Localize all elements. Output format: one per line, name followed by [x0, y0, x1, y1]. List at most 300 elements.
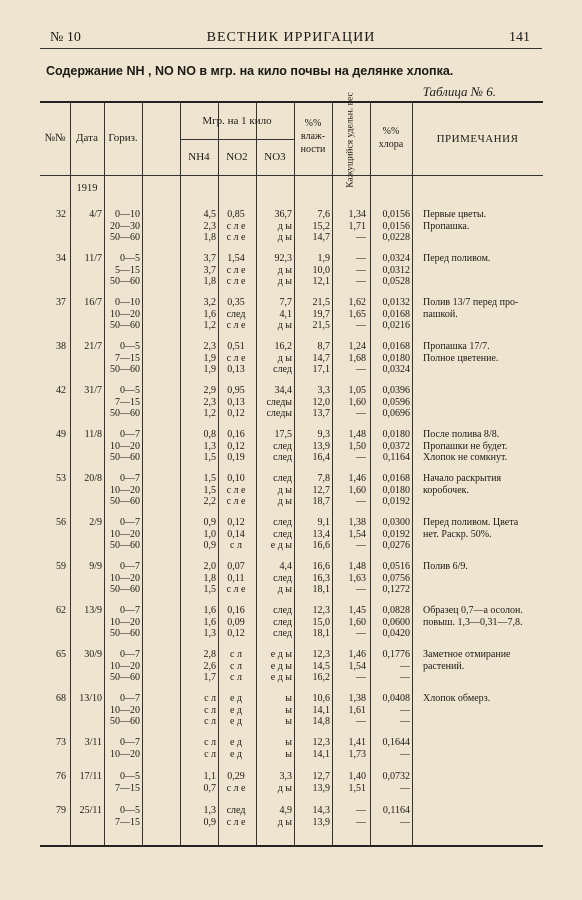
row-number: 62 — [56, 605, 66, 616]
cell-horizon: 0—5 — [120, 771, 140, 782]
cell-horizon: 7—15 — [115, 816, 140, 828]
cell-density: 1,46 — [348, 649, 366, 660]
cell-no2: е д — [229, 693, 243, 704]
row-date: 13/9 — [84, 605, 102, 616]
row-date: 16/7 — [84, 297, 102, 308]
row-date: 11/8 — [84, 429, 102, 440]
cell-no3: 4,1 — [279, 308, 292, 320]
cell-nh4: 1,8 — [203, 572, 216, 584]
cell-horizon: 50—60 — [110, 364, 140, 376]
cell-no3: ы — [285, 704, 292, 716]
cell-moisture: 8,7 — [317, 341, 330, 352]
cell-no3: 16,2 — [274, 341, 292, 352]
cell-horizon: 0—7 — [120, 649, 140, 660]
cell-chlorine: 0,0192 — [382, 496, 410, 508]
cell-no3: ы — [285, 748, 292, 760]
row-date: 31/7 — [84, 385, 102, 396]
row-note: коробочек. — [423, 484, 470, 496]
cell-no3: след — [273, 517, 292, 528]
table-label: Таблица № 6. — [422, 84, 496, 99]
cell-no3: след — [273, 473, 292, 484]
row-date: 2/9 — [89, 517, 102, 528]
cell-nh4: с л — [204, 693, 216, 704]
cell-nh4: 2,9 — [203, 385, 216, 396]
cell-nh4: 2,6 — [203, 660, 216, 672]
cell-no2: е д — [229, 716, 243, 728]
cell-no3: д ы — [277, 220, 292, 232]
rule — [180, 139, 294, 140]
cell-nh4: с л — [204, 748, 216, 760]
row-note: Перед поливом. Цвета — [423, 517, 519, 528]
row-date: 20/8 — [84, 473, 102, 484]
cell-moisture: 13,9 — [312, 440, 330, 452]
cell-nh4: с л — [204, 737, 216, 748]
col-chlorine-header: %% хлора — [378, 126, 404, 150]
cell-horizon: 0—10 — [115, 209, 140, 220]
cell-nh4: с л — [204, 716, 216, 728]
cell-nh4: 4,5 — [203, 209, 216, 220]
cell-no3: е д ы — [270, 660, 292, 672]
cell-moisture: 18,1 — [312, 584, 330, 596]
cell-moisture: 9,3 — [317, 429, 330, 440]
row-note: Пропашка 17/7. — [423, 341, 490, 352]
cell-no2: 0,07 — [227, 561, 245, 572]
cell-density: 1,50 — [348, 440, 366, 452]
cell-no2: 0,14 — [227, 528, 245, 540]
cell-no2: е д — [229, 704, 243, 716]
cell-chlorine: 0,0276 — [382, 540, 410, 552]
col-nh4-header: NH4 — [188, 151, 210, 163]
cell-no3: д ы — [277, 484, 292, 496]
rule — [104, 103, 105, 845]
cell-no3: след — [273, 528, 292, 540]
col-num-header: №№ — [44, 132, 66, 144]
row-note: Пропашки не будет. — [423, 440, 508, 452]
cell-moisture: 7,6 — [317, 209, 330, 220]
row-number: 73 — [56, 737, 66, 748]
row-date: 30/9 — [84, 649, 102, 660]
cell-chlorine: 0,0828 — [382, 605, 410, 616]
cell-chlorine: 0,0300 — [382, 517, 410, 528]
cell-chlorine: — — [400, 782, 410, 794]
cell-no2: 0,95 — [227, 385, 245, 396]
cell-moisture: 21,5 — [312, 297, 330, 308]
cell-horizon: 20—30 — [110, 220, 140, 232]
cell-no3: 92,3 — [274, 253, 292, 264]
cell-no2: 0,12 — [227, 440, 245, 452]
row-date: 4/7 — [89, 209, 102, 220]
cell-nh4: 1,6 — [203, 616, 216, 628]
cell-density: — — [356, 584, 366, 596]
row-date: 11/7 — [84, 253, 102, 264]
cell-no2: 0,09 — [227, 616, 245, 628]
cell-moisture: 13,9 — [312, 782, 330, 794]
cell-density: — — [356, 408, 366, 420]
cell-no2: 0,35 — [227, 297, 245, 308]
row-note: Пропашка. — [423, 220, 470, 232]
cell-horizon: 50—60 — [110, 408, 140, 420]
cell-moisture: 3,3 — [317, 385, 330, 396]
cell-moisture: 10,0 — [312, 264, 330, 276]
cell-horizon: 0—5 — [120, 341, 140, 352]
cell-moisture: 9,1 — [317, 517, 330, 528]
issue-number: № 10 — [50, 30, 81, 45]
row-number: 65 — [56, 649, 66, 660]
row-note: Хлопок обмерз. — [423, 693, 491, 704]
cell-moisture: 13,4 — [312, 528, 330, 540]
cell-no3: 36,7 — [274, 209, 292, 220]
cell-moisture: 12,7 — [312, 484, 330, 496]
cell-density: 1,54 — [348, 528, 366, 540]
cell-chlorine: 0,0516 — [382, 561, 410, 572]
row-number: 53 — [56, 473, 66, 484]
cell-horizon: 0—10 — [115, 297, 140, 308]
cell-horizon: 50—60 — [110, 452, 140, 464]
cell-no3: 34,4 — [274, 385, 292, 396]
row-note: Хлопок не сомкнут. — [423, 452, 508, 464]
cell-nh4: 0,8 — [203, 429, 216, 440]
cell-chlorine: 0,0180 — [382, 352, 410, 364]
cell-nh4: 1,8 — [203, 276, 216, 288]
cell-chlorine: 0,0228 — [382, 232, 410, 244]
cell-no2: с л — [230, 649, 242, 660]
cell-nh4: 1,9 — [203, 364, 216, 376]
row-number: 42 — [56, 385, 66, 396]
cell-nh4: 2,8 — [203, 649, 216, 660]
cell-nh4: 3,7 — [203, 264, 216, 276]
row-date: 21/7 — [84, 341, 102, 352]
cell-moisture: 12,3 — [312, 605, 330, 616]
cell-no2: с л е — [226, 352, 246, 364]
cell-no2: с л е — [226, 264, 246, 276]
cell-moisture: 16,2 — [312, 672, 330, 684]
cell-no2: с л е — [226, 816, 246, 828]
cell-horizon: 50—60 — [110, 716, 140, 728]
cell-no3: след — [273, 616, 292, 628]
cell-density: — — [356, 320, 366, 332]
cell-no2: 0,12 — [227, 628, 245, 640]
cell-density: 1,34 — [348, 209, 366, 220]
cell-horizon: 50—60 — [110, 628, 140, 640]
cell-density: 1,61 — [348, 704, 366, 716]
cell-density: — — [356, 232, 366, 244]
cell-nh4: 1,7 — [203, 672, 216, 684]
cell-horizon: 0—5 — [120, 805, 140, 816]
cell-density: 1,65 — [348, 308, 366, 320]
cell-nh4: 0,9 — [203, 816, 216, 828]
row-note: После полива 8/8. — [423, 429, 500, 440]
cell-horizon: 0—7 — [120, 605, 140, 616]
cell-moisture: 16,3 — [312, 572, 330, 584]
cell-density: — — [356, 805, 366, 816]
cell-no2: 0,10 — [227, 473, 245, 484]
cell-chlorine: 0,0168 — [382, 308, 410, 320]
cell-nh4: 1,8 — [203, 232, 216, 244]
cell-horizon: 0—7 — [120, 473, 140, 484]
cell-no3: ы — [285, 737, 292, 748]
cell-no3: 4,9 — [279, 805, 292, 816]
cell-nh4: 1,5 — [203, 473, 216, 484]
row-note: пашкой. — [423, 308, 458, 320]
cell-chlorine: 0,0156 — [382, 209, 410, 220]
cell-moisture: 12,3 — [312, 649, 330, 660]
row-number: 56 — [56, 517, 66, 528]
cell-moisture: 19,7 — [312, 308, 330, 320]
cell-nh4: 1,6 — [203, 308, 216, 320]
cell-moisture: 21,5 — [312, 320, 330, 332]
row-number: 59 — [56, 561, 66, 572]
cell-nh4: 1,9 — [203, 352, 216, 364]
cell-no2: 0,16 — [227, 605, 245, 616]
cell-density: 1,71 — [348, 220, 366, 232]
col-moisture-header: %% влаж- ности — [300, 118, 326, 155]
cell-chlorine: 0,0396 — [382, 385, 410, 396]
cell-horizon: 50—60 — [110, 496, 140, 508]
cell-no3: след — [273, 440, 292, 452]
cell-no3: 4,4 — [279, 561, 292, 572]
cell-chlorine: 0,0420 — [382, 628, 410, 640]
cell-density: 1,54 — [348, 660, 366, 672]
cell-no3: д ы — [277, 782, 292, 794]
cell-moisture: 1,9 — [317, 253, 330, 264]
cell-moisture: 15,2 — [312, 220, 330, 232]
cell-no3: следы — [266, 408, 292, 420]
cell-no2: с л — [230, 672, 242, 684]
row-note: повыш. 1,3—0,31—7,8. — [423, 616, 523, 628]
cell-chlorine: — — [400, 748, 410, 760]
cell-nh4: 3,2 — [203, 297, 216, 308]
cell-density: 1,48 — [348, 429, 366, 440]
row-date: 25/11 — [79, 805, 102, 816]
cell-nh4: 1,2 — [203, 320, 216, 332]
cell-horizon: 10—20 — [110, 308, 140, 320]
cell-no3: д ы — [277, 352, 292, 364]
cell-no2: 0,12 — [227, 517, 245, 528]
row-number: 34 — [56, 253, 66, 264]
cell-nh4: 1,2 — [203, 408, 216, 420]
cell-no2: с л е — [226, 232, 246, 244]
cell-density: — — [356, 628, 366, 640]
row-date: 3/11 — [84, 737, 102, 748]
cell-nh4: 1,3 — [203, 440, 216, 452]
cell-no2: 0,16 — [227, 429, 245, 440]
cell-density: 1,68 — [348, 352, 366, 364]
cell-density: 1,62 — [348, 297, 366, 308]
cell-density: 1,38 — [348, 693, 366, 704]
cell-chlorine: 0,0408 — [382, 693, 410, 704]
cell-chlorine: 0,0180 — [382, 429, 410, 440]
col-date-header: Дата — [76, 132, 98, 144]
cell-horizon: 7—15 — [115, 782, 140, 794]
cell-horizon: 10—20 — [110, 660, 140, 672]
cell-no2: 0,13 — [227, 396, 245, 408]
cell-no3: следы — [266, 396, 292, 408]
cell-no3: е д ы — [270, 540, 292, 552]
cell-no2: 0,11 — [227, 572, 245, 584]
cell-no3: 17,5 — [274, 429, 292, 440]
cell-horizon: 10—20 — [110, 748, 140, 760]
cell-no3: д ы — [277, 816, 292, 828]
data-table — [40, 92, 543, 847]
cell-density: 1,60 — [348, 396, 366, 408]
cell-no3: 7,7 — [279, 297, 292, 308]
cell-chlorine: 0,0180 — [382, 484, 410, 496]
cell-density: 1,63 — [348, 572, 366, 584]
row-note: Начало раскрытия — [423, 473, 502, 484]
cell-no3: д ы — [277, 276, 292, 288]
cell-no3: след — [273, 452, 292, 464]
cell-no3: д ы — [277, 584, 292, 596]
running-header — [40, 28, 542, 49]
row-note: Полив 13/7 перед про- — [423, 297, 519, 308]
cell-nh4: 1,6 — [203, 605, 216, 616]
cell-moisture: 16,4 — [312, 452, 330, 464]
cell-chlorine: 0,1644 — [382, 737, 410, 748]
cell-no2: с л е — [226, 484, 246, 496]
cell-horizon: 10—20 — [110, 440, 140, 452]
cell-moisture: 15,0 — [312, 616, 330, 628]
cell-density: 1,60 — [348, 484, 366, 496]
cell-density: 1,60 — [348, 616, 366, 628]
cell-nh4: 0,9 — [203, 540, 216, 552]
cell-horizon: 10—20 — [110, 616, 140, 628]
cell-nh4: 1,1 — [203, 771, 216, 782]
cell-chlorine: — — [400, 704, 410, 716]
cell-no2: 0,51 — [227, 341, 245, 352]
cell-moisture: 12,3 — [312, 737, 330, 748]
cell-no2: е д — [229, 737, 243, 748]
cell-density: — — [356, 253, 366, 264]
cell-density: 1,05 — [348, 385, 366, 396]
cell-horizon: 0—7 — [120, 693, 140, 704]
cell-density: 1,73 — [348, 748, 366, 760]
cell-chlorine: 0,0324 — [382, 253, 410, 264]
row-note: нет. Раскр. 50%. — [423, 528, 492, 540]
row-number: 68 — [56, 693, 66, 704]
rule — [412, 103, 413, 845]
cell-chlorine: — — [400, 672, 410, 684]
cell-nh4: 2,0 — [203, 561, 216, 572]
col-density-label: Кажущийся удельн. вес — [345, 92, 356, 188]
cell-chlorine: — — [400, 816, 410, 828]
cell-nh4: 2,3 — [203, 396, 216, 408]
cell-horizon: 0—7 — [120, 737, 140, 748]
cell-nh4: с л — [204, 704, 216, 716]
cell-moisture: 14,5 — [312, 660, 330, 672]
cell-chlorine: 0,0372 — [382, 440, 410, 452]
cell-no3: след — [273, 605, 292, 616]
cell-no2: с л — [230, 540, 242, 552]
row-number: 37 — [56, 297, 66, 308]
cell-horizon: 50—60 — [110, 584, 140, 596]
row-number: 76 — [56, 771, 66, 782]
cell-no3: д ы — [277, 496, 292, 508]
cell-horizon: 0—7 — [120, 561, 140, 572]
cell-no2: с л е — [226, 584, 246, 596]
cell-nh4: 1,5 — [203, 452, 216, 464]
cell-moisture: 7,8 — [317, 473, 330, 484]
cell-moisture: 14,7 — [312, 352, 330, 364]
cell-nh4: 1,3 — [203, 805, 216, 816]
row-note: Образец 0,7—а осолон. — [423, 605, 523, 616]
cell-no3: след — [273, 572, 292, 584]
cell-moisture: 14,8 — [312, 716, 330, 728]
year-label: 1919 — [76, 183, 98, 194]
cell-no2: е д — [229, 748, 243, 760]
cell-nh4: 1,3 — [203, 628, 216, 640]
cell-moisture: 14,7 — [312, 232, 330, 244]
cell-chlorine: 0,0156 — [382, 220, 410, 232]
cell-chlorine: 0,0528 — [382, 276, 410, 288]
col-mg-group-header: Мгр. на 1 кило — [202, 115, 272, 127]
cell-nh4: 2,3 — [203, 341, 216, 352]
cell-horizon: 10—20 — [110, 484, 140, 496]
cell-horizon: 50—60 — [110, 672, 140, 684]
cell-horizon: 10—20 — [110, 704, 140, 716]
cell-density: — — [356, 264, 366, 276]
cell-chlorine: 0,1272 — [382, 584, 410, 596]
cell-moisture: 16,6 — [312, 561, 330, 572]
cell-chlorine: — — [400, 660, 410, 672]
cell-nh4: 2,2 — [203, 496, 216, 508]
cell-moisture: 12,0 — [312, 396, 330, 408]
col-density-header — [339, 92, 363, 188]
journal-title: ВЕСТНИК ИРРИГАЦИИ — [206, 30, 376, 45]
cell-chlorine: 0,0216 — [382, 320, 410, 332]
cell-density: 1,41 — [348, 737, 366, 748]
cell-moisture: 13,9 — [312, 816, 330, 828]
cell-density: — — [356, 716, 366, 728]
cell-chlorine: 0,0192 — [382, 528, 410, 540]
cell-chlorine: 0,0696 — [382, 408, 410, 420]
col-no2-header: NO2 — [226, 151, 248, 163]
cell-density: — — [356, 816, 366, 828]
cell-no3: ы — [285, 716, 292, 728]
cell-density: — — [356, 496, 366, 508]
cell-density: 1,38 — [348, 517, 366, 528]
cell-density: — — [356, 672, 366, 684]
cell-horizon: 7—15 — [115, 396, 140, 408]
row-note: Полив 6/9. — [423, 561, 468, 572]
page-number: 141 — [509, 30, 530, 45]
cell-nh4: 2,3 — [203, 220, 216, 232]
row-note: Перед поливом. — [423, 253, 491, 264]
cell-no2: с л — [230, 660, 242, 672]
row-date: 13/10 — [79, 693, 102, 704]
cell-no3: ы — [285, 693, 292, 704]
cell-no3: д ы — [277, 264, 292, 276]
cell-no2: 1,54 — [227, 253, 245, 264]
header-rule — [40, 175, 543, 176]
cell-chlorine: 0,0312 — [382, 264, 410, 276]
cell-chlorine: 0,1164 — [382, 805, 410, 816]
col-no3-header: NO3 — [264, 151, 286, 163]
cell-chlorine: 0,1164 — [382, 452, 410, 464]
cell-no3: след — [273, 628, 292, 640]
cell-chlorine: 0,0756 — [382, 572, 410, 584]
cell-nh4: 3,7 — [203, 253, 216, 264]
cell-no2: след — [226, 308, 246, 320]
cell-nh4: 1,5 — [203, 484, 216, 496]
rule — [142, 103, 143, 845]
cell-density: 1,40 — [348, 771, 366, 782]
cell-nh4: 1,5 — [203, 584, 216, 596]
cell-no2: 0,12 — [227, 408, 245, 420]
row-note: Заметное отмирание — [423, 649, 511, 660]
cell-no2: след — [226, 805, 246, 816]
cell-chlorine: 0,0324 — [382, 364, 410, 376]
cell-horizon: 7—15 — [115, 352, 140, 364]
